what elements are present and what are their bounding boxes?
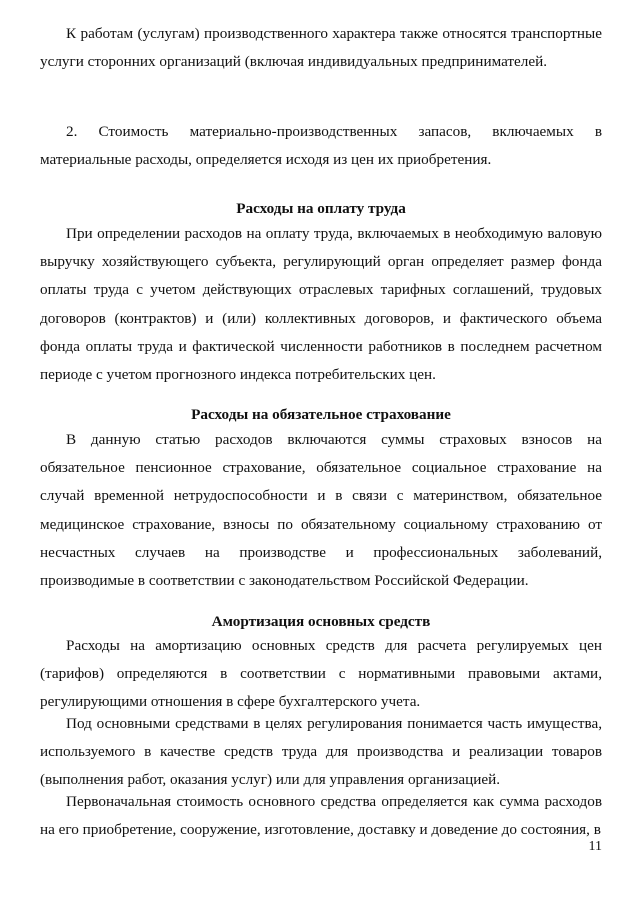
heading-mandatory-insurance: Расходы на обязательное страхование [191,406,451,423]
paragraph-fixed-assets-definition: Под основными средствами в целях регулирования понимается часть имущества, используемого в качестве средств труда для производства и реализации товаров (выполнения работ, оказания услуг) или для управления организацией. [40,715,602,789]
paragraph-mandatory-insurance: В данную статью расходов включаются суммы страховых взносов на обязательное пенсионное страхование, обязательное социальное страхование на случай временной нетрудоспособности и в связи с материнством, обязательное медицинское страхование, взносы по обязательному социальному страхованию от несчастных случаев на производстве и профессиональных заболеваний, производимые в соответствии с законодательством Российской Федерации. [40,431,602,590]
paragraph-labor-costs: При определении расходов на оплату труда, включаемых в необходимую валовую выручку хозяйствующего субъекта, регулирующий орган определяет размер фонда оплаты труда с учетом действующих отраслевых тарифных соглашений, трудовых договоров (контрактов) и (или) коллективных договоров, и фактического объема фонда оплаты труда и фактической численности работников в последнем расчетном периоде с учетом прогнозного индекса потребительских цен. [40,225,602,384]
paragraph-transport-services: К работам (услугам) производственного характера также относятся транспортные услуги сторонних организаций (включая индивидуальных предпринимателей. [40,25,602,71]
heading-depreciation: Амортизация основных средств [211,613,431,630]
heading-labor-costs: Расходы на оплату труда [236,200,406,217]
paragraph-depreciation-rules: Расходы на амортизацию основных средств для расчета регулируемых цен (тарифов) определяются в соответствии с нормативными правовыми актами, регулирующими отношения в сфере бухгалтерского учета. [40,637,602,711]
paragraph-initial-cost: Первоначальная стоимость основного средства определяется как сумма расходов на его приобретение, сооружение, изготовление, доставку и доведение до состояния, в [40,793,602,839]
page-number: 11 [588,839,602,854]
paragraph-inventory-cost: 2. Стоимость материально-производственных запасов, включаемых в материальные расходы, определяется исходя из цен их приобретения. [40,123,602,169]
